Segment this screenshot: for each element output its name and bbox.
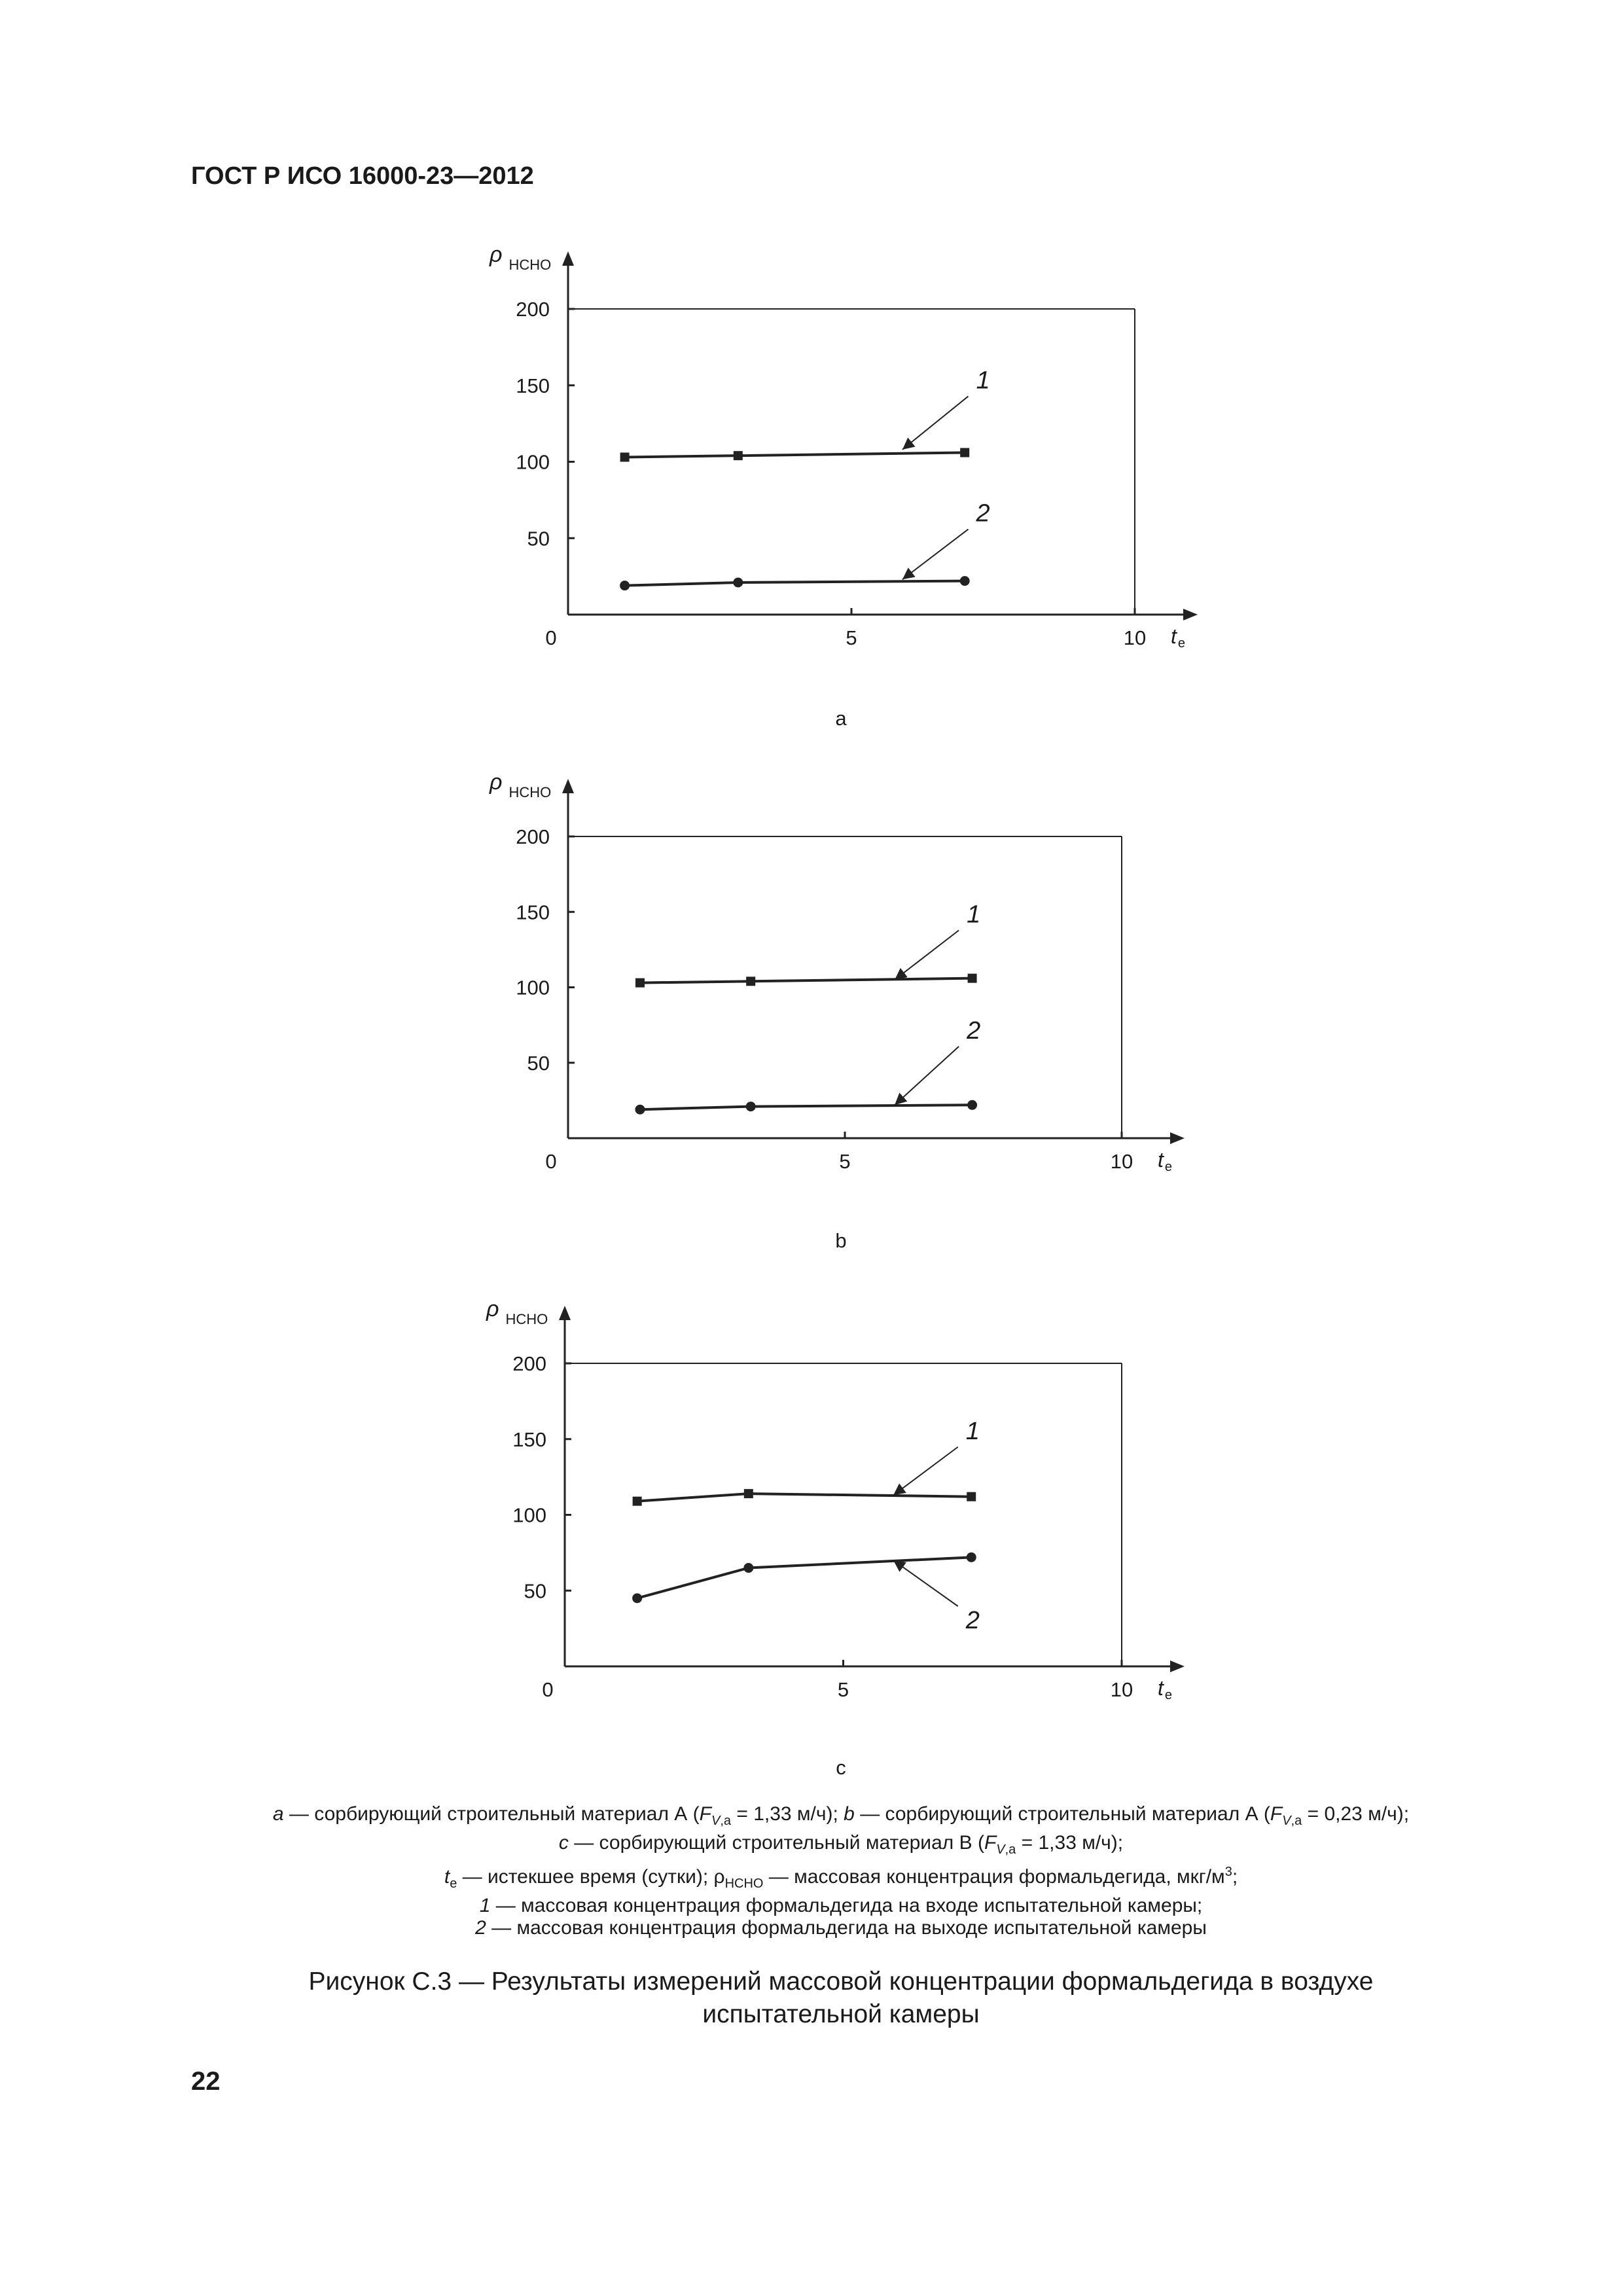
- chart-b-sublabel: b: [835, 1229, 847, 1252]
- x-axis-title: [1158, 1148, 1172, 1174]
- legend-text: F: [984, 1832, 997, 1854]
- x-axis-title-subscript: e: [1164, 1160, 1173, 1174]
- series-2-point: [967, 1552, 976, 1562]
- x-axis-title-symbol: t: [1171, 624, 1177, 648]
- y-axis-title-symbol: ρ: [490, 770, 503, 795]
- y-axis-title-symbol: ρ: [486, 1297, 499, 1321]
- series-1-label: 1: [976, 367, 990, 395]
- y-tick-label: 150: [512, 1427, 546, 1451]
- legend-text: V: [1282, 1814, 1291, 1828]
- series-1-pointer-arrow: [895, 930, 959, 980]
- legend-text: e: [450, 1876, 457, 1891]
- chart-c: [0, 1283, 1623, 1872]
- y-axis-title: [486, 1297, 548, 1327]
- series-2-point: [620, 581, 630, 590]
- legend-text: HCHO: [724, 1876, 764, 1891]
- legend-text: t: [444, 1866, 450, 1888]
- y-tick-label: 50: [527, 1051, 550, 1075]
- y-tick-label: 100: [516, 976, 550, 999]
- series-2-point: [743, 1563, 753, 1573]
- series-2-pointer-arrow: [893, 1560, 958, 1606]
- series-1-point: [635, 978, 645, 988]
- series-1-point: [746, 977, 755, 986]
- series-1-line: [625, 452, 965, 457]
- legend-text: — сорбирующий строительный материал А (: [854, 1803, 1270, 1825]
- y-axis-arrow: [559, 1306, 571, 1320]
- series-1-point: [620, 452, 630, 461]
- x-axis-title: [1158, 1676, 1172, 1702]
- y-axis-arrow: [562, 779, 574, 793]
- x-axis-title-subscript: e: [1177, 636, 1186, 651]
- legend-line: [0, 1803, 1623, 1832]
- series-1-point: [968, 974, 977, 983]
- legend-text: ;: [1232, 1866, 1238, 1888]
- series-2-pointer-arrow: [895, 1047, 959, 1105]
- legend-text: — сорбирующий строительный материал А (: [283, 1803, 700, 1825]
- y-axis-title: [489, 770, 551, 800]
- x-axis-title-symbol: t: [1158, 1148, 1164, 1172]
- series-2-label: 2: [976, 499, 990, 528]
- series-2-point: [632, 1593, 642, 1603]
- legend-text: = 1,33 м/ч);: [731, 1803, 844, 1825]
- series-2-line: [640, 1105, 972, 1109]
- series-2-point: [967, 1100, 977, 1110]
- series-1-point: [960, 448, 969, 457]
- series-1-point: [633, 1497, 642, 1506]
- y-tick-label: 150: [516, 901, 550, 924]
- x-tick-label: 10: [1123, 626, 1147, 649]
- legend-text: a: [272, 1803, 284, 1825]
- chart-a: [0, 0, 1623, 651]
- x-axis-title-subscript: e: [1164, 1688, 1173, 1702]
- x-axis-title: [1171, 624, 1185, 651]
- legend-text: V: [711, 1814, 721, 1828]
- legend-line: [0, 1895, 1623, 1917]
- legend-text: 2: [475, 1917, 486, 1939]
- legend-text: ,a: [720, 1814, 731, 1828]
- series-2-pointer-arrow: [902, 529, 969, 580]
- legend-line: [0, 1832, 1623, 1861]
- legend-text: — сорбирующий строительный материал В (: [568, 1832, 984, 1854]
- page-number: 22: [191, 2067, 221, 2096]
- figure-caption: [0, 1965, 1623, 2031]
- document-header: ГОСТ Р ИСО 16000-23—2012: [191, 162, 534, 190]
- x-axis-arrow: [1170, 1132, 1185, 1144]
- legend-text: — массовая концентрация формальдегида, мкг/м: [763, 1866, 1225, 1888]
- figure-caption-line-1: Рисунок С.3 — Результаты измерений массовой концентрации формальдегида в воздухе: [308, 1967, 1374, 1996]
- x-tick-label: 10: [1110, 1678, 1133, 1701]
- series-1-line: [640, 978, 972, 983]
- x-tick-label: 10: [1110, 1150, 1133, 1173]
- x-tick-label: 0: [542, 1678, 554, 1701]
- y-axis-title: [489, 242, 551, 273]
- y-tick-label: 200: [516, 298, 550, 321]
- legend-text: F: [1270, 1803, 1283, 1825]
- y-tick-label: 100: [516, 450, 550, 474]
- series-1-point: [734, 451, 743, 460]
- y-axis-title-subscript: HCHO: [508, 257, 552, 273]
- series-1-pointer-arrow: [902, 396, 969, 449]
- x-tick-label: 5: [837, 1678, 849, 1701]
- legend-line: [0, 1861, 1623, 1895]
- legend-text: 3: [1224, 1865, 1232, 1879]
- legend-text: — истекшее время (сутки); ρ: [457, 1866, 725, 1888]
- y-tick-label: 50: [527, 527, 550, 550]
- series-1-label: 1: [967, 901, 981, 929]
- y-axis-title-subscript: HCHO: [505, 1311, 548, 1327]
- series-1-point: [744, 1489, 753, 1498]
- figure-caption-line-2: испытательной камеры: [702, 2000, 980, 2028]
- series-2-point: [733, 577, 743, 587]
- series-2-point: [746, 1102, 756, 1111]
- x-tick-label: 5: [846, 626, 857, 649]
- y-tick-label: 100: [512, 1503, 546, 1527]
- x-axis-arrow: [1183, 609, 1198, 620]
- y-tick-label: 200: [512, 1352, 546, 1375]
- series-2-label: 2: [967, 1016, 981, 1045]
- x-tick-label: 0: [545, 1150, 557, 1173]
- chart-b: [0, 759, 1623, 1348]
- series-2-line: [637, 1557, 972, 1598]
- legend-text: ,a: [1005, 1842, 1016, 1857]
- x-tick-label: 5: [839, 1150, 851, 1173]
- legend-text: F: [699, 1803, 711, 1825]
- legend-text: 1: [479, 1895, 491, 1916]
- series-2-point: [635, 1105, 645, 1115]
- y-axis-arrow: [562, 251, 574, 266]
- series-2-point: [960, 576, 970, 586]
- figure-legend: [0, 1803, 1623, 1939]
- legend-line: [0, 1917, 1623, 1939]
- legend-text: V: [996, 1842, 1005, 1857]
- legend-text: — массовая концентрация формальдегида на входе испытательной камеры;: [490, 1895, 1203, 1916]
- series-1-line: [637, 1494, 972, 1501]
- legend-text: c: [558, 1832, 569, 1854]
- y-tick-label: 200: [516, 825, 550, 848]
- y-tick-label: 150: [516, 374, 550, 397]
- legend-text: b: [844, 1803, 855, 1825]
- legend-text: = 1,33 м/ч);: [1016, 1832, 1124, 1854]
- chart-c-sublabel: c: [836, 1756, 846, 1779]
- legend-text: ,a: [1291, 1814, 1302, 1828]
- chart-a-sublabel: a: [835, 707, 847, 730]
- x-axis-title-symbol: t: [1158, 1676, 1164, 1700]
- legend-text: — массовая концентрация формальдегида на выходе испытательной камеры: [486, 1917, 1207, 1939]
- x-tick-label: 0: [545, 626, 557, 649]
- x-axis-arrow: [1170, 1660, 1185, 1672]
- series-2-line: [625, 581, 965, 586]
- series-1-label: 1: [965, 1417, 980, 1445]
- y-tick-label: 50: [524, 1579, 546, 1603]
- series-1-pointer-arrow: [893, 1447, 958, 1496]
- series-1-point: [967, 1492, 976, 1501]
- y-axis-title-symbol: ρ: [490, 242, 503, 267]
- y-axis-title-subscript: HCHO: [508, 784, 552, 800]
- series-2-label: 2: [965, 1607, 980, 1635]
- legend-text: = 0,23 м/ч);: [1302, 1803, 1410, 1825]
